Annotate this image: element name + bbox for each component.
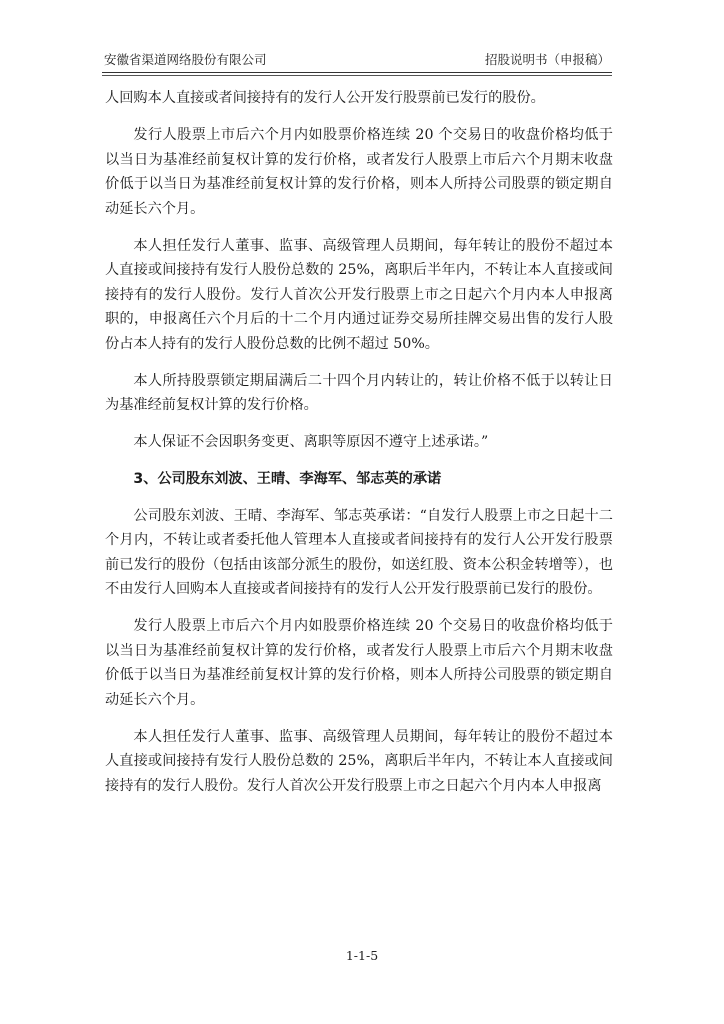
paragraph: 人回购本人直接或者间接持有的发行人公开发行股票前已发行的股份。 bbox=[105, 90, 545, 106]
header-rule-secondary bbox=[102, 75, 612, 76]
section-heading: 3、公司股东刘波、王晴、李海军、邹志英的承诺 bbox=[133, 471, 442, 487]
paragraph: 公司股东刘波、王晴、李海军、邹志英承诺：“自发行人股票上市之日起十二个月内，不转让或者委托他人管理本人直接或者间接持有的发行人公开发行股票前已发行的股份（包括由该部分派生的股份，如送红股、资本公积金转增等），也不由发行人回购本人直接或者间接持有的发行人公开发行股票前已发行的股份。 bbox=[105, 507, 613, 597]
page-header bbox=[104, 52, 610, 68]
paragraph: 本人担任发行人董事、监事、高级管理人员期间，每年转让的股份不超过本人直接或间接持有发行人股份总数的 25%，离职后半年内，不转让本人直接或间接持有的发行人股份。发行人首次公开发行股票上市之日起六个月内本人申报离职的，申报离任六个月后的十二个月内通过证券交易所挂牌交易出售的发行人股份占本人持有的发行人股份总数的比例不超过 50%。 bbox=[105, 237, 613, 352]
paragraph: 本人所持股票锁定期届满后二十四个月内转让的，转让价格不低于以转让日为基准经前复权计算的发行价格。 bbox=[105, 372, 613, 413]
paragraph: 本人保证不会因职务变更、离职等原因不遵守上述承诺。” bbox=[133, 434, 489, 450]
paragraph: 本人担任发行人董事、监事、高级管理人员期间，每年转让的股份不超过本人直接或间接持有发行人股份总数的 25%，离职后半年内，不转让本人直接或间接持有的发行人股份。发行人首次公开发行股票上市之日起六个月内本人申报离 bbox=[105, 728, 613, 794]
document-type: 招股说明书（申报稿） bbox=[484, 52, 610, 67]
paragraph: 发行人股票上市后六个月内如股票价格连续 20 个交易日的收盘价格均低于以当日为基准经前复权计算的发行价格，或者发行人股票上市后六个月期末收盘价低于以当日为基准经前复权计算的发行价格，则本人所持公司股票的锁定期自动延长六个月。 bbox=[105, 618, 613, 708]
document-body bbox=[105, 86, 613, 811]
paragraph: 发行人股票上市后六个月内如股票价格连续 20 个交易日的收盘价格均低于以当日为基准经前复权计算的发行价格，或者发行人股票上市后六个月期末收盘价低于以当日为基准经前复权计算的发行价格，则本人所持公司股票的锁定期自动延长六个月。 bbox=[105, 127, 613, 217]
page-number: 1-1-5 bbox=[345, 948, 379, 963]
company-name: 安徽省渠道网络股份有限公司 bbox=[104, 52, 267, 67]
header-rule bbox=[102, 72, 612, 73]
